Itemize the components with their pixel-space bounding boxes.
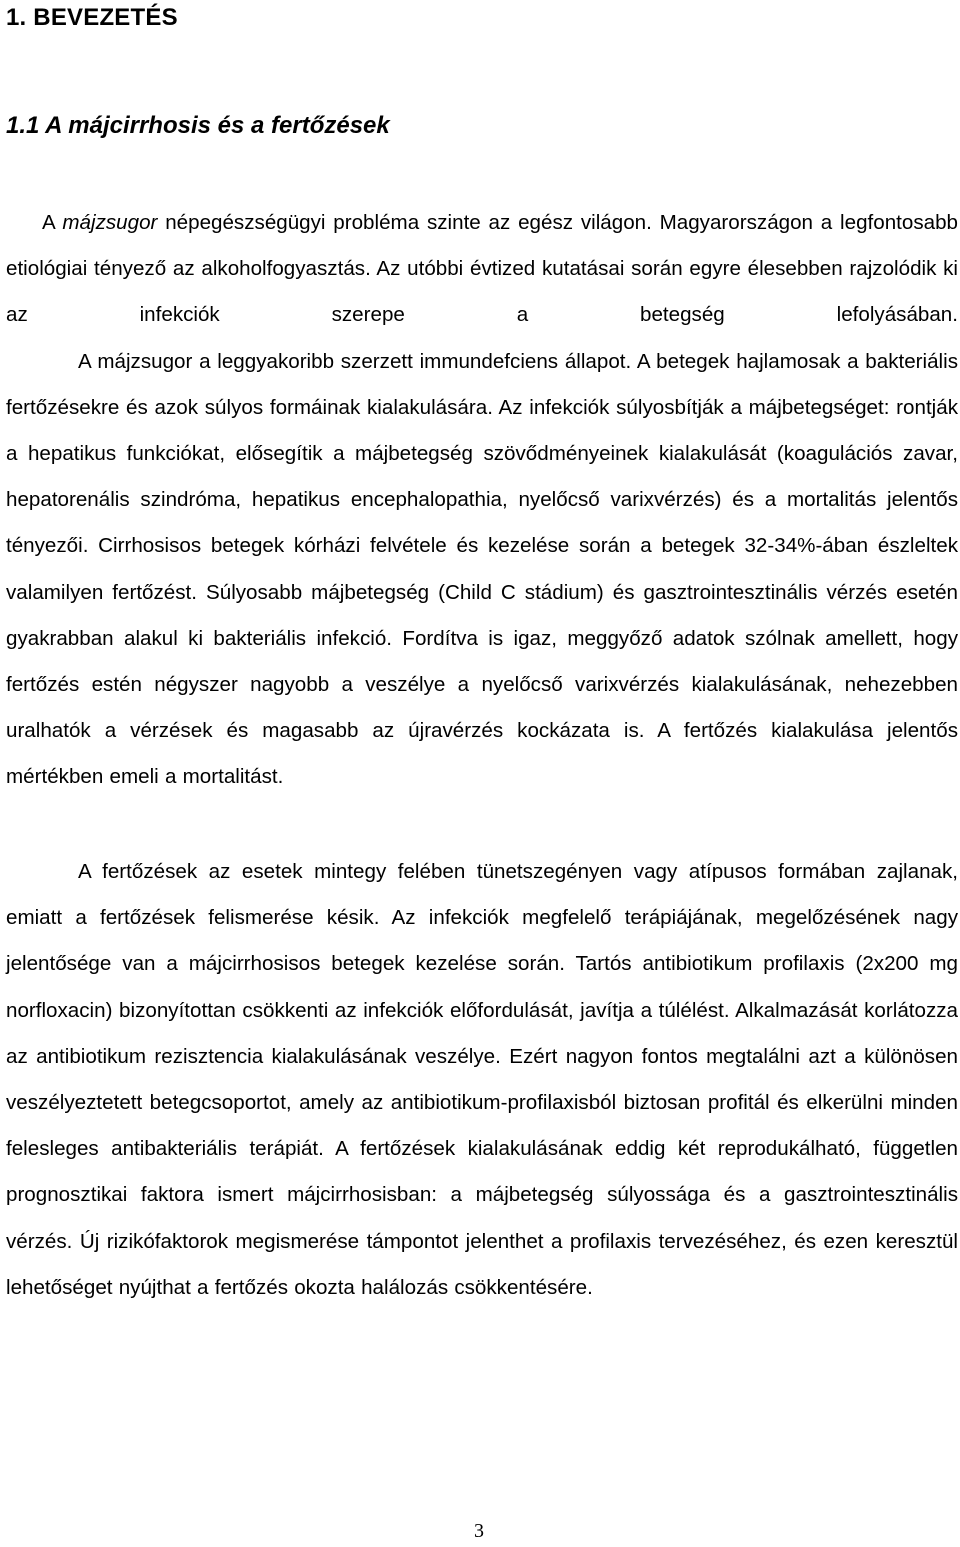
paragraph-intro-prefix: A xyxy=(42,211,63,234)
paragraph-intro-text xyxy=(6,200,958,339)
paragraph-intro xyxy=(6,200,958,801)
paragraph-intro-emphasis: májzsugor xyxy=(62,211,158,234)
paragraph-immunodeficiency xyxy=(6,339,958,801)
chapter-title: 1. BEVEZETÉS xyxy=(6,4,178,31)
page-number: 3 xyxy=(474,1520,484,1542)
paragraph-immunodeficiency-lead: A májzsugor a leggyakoribb szerzett immundefciens állapot. xyxy=(78,349,632,373)
paragraph-intro-rest: népegészségügyi probléma szinte az egész világon. Magyarországon a legfontosabb etiológiai tényező az alkoholfogyasztás. Az utóbbi évtized kutatásai során egyre élesebben rajzolódik ki az infekciók szerepe a betegség lefolyásában. xyxy=(6,211,958,327)
paragraph-infections-text: A fertőzések az esetek mintegy felében tünetszegényen vagy atípusos formában zajlanak, emiatt a fertőzések felismerése késik. Az infekciók megfelelő terápiájának, megelőzésének nagy jelentősége van a májcirrhosisos betegek kezelése során. Tartós antibiotikum profilaxis (2x200 mg norfloxacin) bizonyítottan csökkenti az infekciók előfordulását, javítja a túlélést. Alkalmazását korlátozza az antibiotikum rezisztencia kialakulásának veszélye. Ezért nagyon fontos megtalálni azt a különösen veszélyeztetett betegcsoportot, amely az antibiotikum-profilaxisból biztosan profitál és elkerülni minden felesleges antibakteriális terápiát. A fertőzések kialakulásának eddig két reprodukálható, független prognosztikai faktora ismert májcirrhosisban: a májbetegség súlyossága és a gasztrointesztinális vérzés. Új rizikófaktorok megismerése támpontot jelenthet a profilaxis tervezéséhez, és ezen keresztül lehetőséget nyújthat a fertőzés okozta halálozás csökkentésére. xyxy=(6,860,958,1299)
section-title: 1.1 A májcirrhosis és a fertőzések xyxy=(6,112,390,139)
paragraph-infections xyxy=(6,849,958,1311)
paragraph-immunodeficiency-body: A betegek hajlamosak a bakteriális fertőzésekre és azok súlyos formáinak kialakulására. Az infekciók súlyosbítják a májbetegséget: rontják a hepatikus funkciókat, elősegítik a májbetegség szövődményeinek kialakulását (koagulációs zavar, hepatorenális szindróma, hepatikus encephalopathia, nyelőcső varixvérzés) és a mortalitás jelentős tényezői. Cirrhosisos betegek kórházi felvétele és kezelése során a betegek 32-34%-ában észleltek valamilyen fertőzést. Súlyosabb májbetegség (Child C stádium) és gasztrointesztinális vérzés esetén gyakrabban alakul ki bakteriális infekció. Fordítva is igaz, meggyőző adatok szólnak amellett, hogy fertőzés estén négyszer nagyobb a veszélye a nyelőcső varixvérzés kialakulásának, nehezebben uralhatók a vérzések és magasabb az újravérzés kockázata is. A fertőzés kialakulása jelentős mértékben emeli a mortalitást. xyxy=(6,349,959,789)
